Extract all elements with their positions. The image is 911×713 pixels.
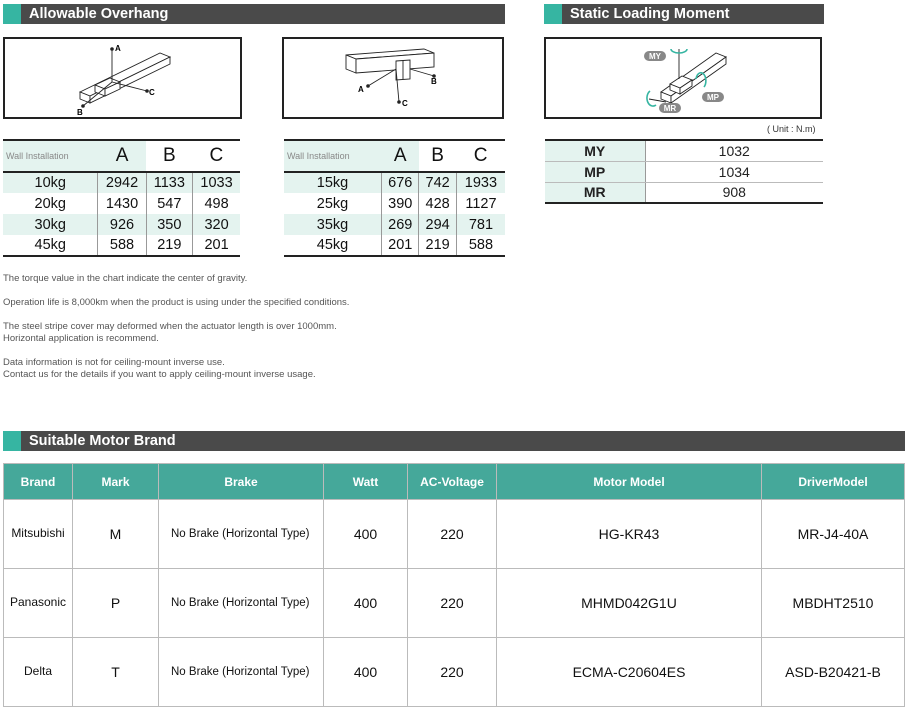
- driver-model-cell: ASD-B20421-B: [762, 638, 905, 707]
- brake-cell: No Brake (Horizontal Type): [159, 500, 324, 569]
- table-row: [3, 193, 240, 214]
- table-header-row: [3, 140, 240, 172]
- voltage-cell: 220: [408, 569, 497, 638]
- note-operation-life: Operation life is 8,000km when the product is using under the specified conditions.: [3, 297, 350, 308]
- value-cell: 676: [382, 172, 419, 193]
- overhang-table-2: [284, 139, 505, 257]
- table-row: [284, 214, 505, 235]
- mark-cell: T: [73, 638, 159, 707]
- value-cell: 1430: [98, 193, 146, 214]
- value-cell: 201: [382, 235, 419, 256]
- header-wall-installation: Wall Installation: [3, 140, 98, 172]
- moment-value: 908: [645, 182, 823, 203]
- mark-cell: P: [73, 569, 159, 638]
- section-accent: [3, 431, 21, 451]
- label-b: B: [431, 77, 437, 86]
- note-gravity: The torque value in the chart indicate the center of gravity.: [3, 273, 248, 284]
- note-steel-cover: The steel stripe cover may deformed when the actuator length is over 1000mm.: [3, 321, 337, 332]
- table-row: [545, 182, 823, 203]
- overhang-diagram-2: [282, 37, 504, 119]
- motor-model-cell: HG-KR43: [497, 500, 762, 569]
- table-header-row: [284, 140, 505, 172]
- value-cell: 219: [419, 235, 456, 256]
- overhang-diagram-1: [3, 37, 242, 119]
- label-a: A: [115, 44, 121, 53]
- value-cell: 588: [98, 235, 146, 256]
- value-cell: 588: [456, 235, 505, 256]
- label-c: C: [149, 88, 155, 97]
- table-row: [545, 140, 823, 161]
- static-moment-diagram: [544, 37, 822, 119]
- table-row: [3, 172, 240, 193]
- static-moment-title: Static Loading Moment: [570, 6, 730, 22]
- load-cell: 45kg: [284, 235, 382, 256]
- motor-table: [3, 463, 905, 707]
- label-a: A: [358, 85, 364, 94]
- header-wall-installation: Wall Installation: [284, 140, 382, 172]
- header-motor-model: Motor Model: [497, 464, 762, 500]
- value-cell: 269: [382, 214, 419, 235]
- value-cell: 219: [146, 235, 193, 256]
- section-accent: [3, 4, 21, 24]
- moment-label: MR: [545, 182, 645, 203]
- load-cell: 45kg: [3, 235, 98, 256]
- value-cell: 498: [193, 193, 240, 214]
- header-brand: Brand: [4, 464, 73, 500]
- value-cell: 781: [456, 214, 505, 235]
- value-cell: 201: [193, 235, 240, 256]
- value-cell: 320: [193, 214, 240, 235]
- table-header-row: [4, 464, 905, 500]
- voltage-cell: 220: [408, 500, 497, 569]
- load-cell: 25kg: [284, 193, 382, 214]
- motor-section-bar: [3, 431, 905, 451]
- section-accent: [544, 4, 562, 24]
- load-cell: 35kg: [284, 214, 382, 235]
- note-horizontal: Horizontal application is recommend.: [3, 333, 159, 344]
- header-watt: Watt: [324, 464, 408, 500]
- watt-cell: 400: [324, 569, 408, 638]
- brake-cell: No Brake (Horizontal Type): [159, 569, 324, 638]
- label-my: MY: [649, 52, 661, 61]
- value-cell: 1133: [146, 172, 193, 193]
- header-driver-model: DriverModel: [762, 464, 905, 500]
- watt-cell: 400: [324, 500, 408, 569]
- mark-cell: M: [73, 500, 159, 569]
- moment-value: 1032: [645, 140, 823, 161]
- value-cell: 350: [146, 214, 193, 235]
- motor-title: Suitable Motor Brand: [29, 433, 176, 449]
- actuator-diagram-1: [5, 39, 240, 117]
- table-row: [4, 638, 905, 707]
- table-row: [4, 569, 905, 638]
- moment-diagram: [546, 39, 820, 117]
- label-mr: MR: [663, 104, 677, 113]
- label-mp: MP: [707, 93, 719, 102]
- value-cell: 428: [419, 193, 456, 214]
- overhang-title: Allowable Overhang: [29, 6, 169, 22]
- value-cell: 2942: [98, 172, 146, 193]
- load-cell: 30kg: [3, 214, 98, 235]
- brand-cell: Mitsubishi: [4, 500, 73, 569]
- voltage-cell: 220: [408, 638, 497, 707]
- actuator-diagram-2: [284, 39, 502, 117]
- header-c: C: [456, 140, 505, 172]
- unit-label: ( Unit : N.m): [767, 124, 816, 134]
- table-row: [3, 235, 240, 256]
- brake-cell: No Brake (Horizontal Type): [159, 638, 324, 707]
- note-ceiling: Data information is not for ceiling-mount inverse use.: [3, 357, 225, 368]
- value-cell: 1933: [456, 172, 505, 193]
- motor-model-cell: MHMD042G1U: [497, 569, 762, 638]
- value-cell: 1033: [193, 172, 240, 193]
- value-cell: 1127: [456, 193, 505, 214]
- note-contact: Contact us for the details if you want to apply ceiling-mount inverse usage.: [3, 369, 316, 380]
- static-moment-table: [545, 139, 823, 204]
- header-a: A: [382, 140, 419, 172]
- driver-model-cell: MBDHT2510: [762, 569, 905, 638]
- value-cell: 926: [98, 214, 146, 235]
- label-b: B: [77, 108, 83, 117]
- header-c: C: [193, 140, 240, 172]
- header-a: A: [98, 140, 146, 172]
- header-mark: Mark: [73, 464, 159, 500]
- moment-value: 1034: [645, 161, 823, 182]
- motor-model-cell: ECMA-C20604ES: [497, 638, 762, 707]
- overhang-section-bar: [3, 4, 505, 24]
- moment-label: MY: [545, 140, 645, 161]
- table-row: [545, 161, 823, 182]
- value-cell: 390: [382, 193, 419, 214]
- driver-model-cell: MR-J4-40A: [762, 500, 905, 569]
- value-cell: 547: [146, 193, 193, 214]
- header-brake: Brake: [159, 464, 324, 500]
- table-row: [284, 193, 505, 214]
- load-cell: 10kg: [3, 172, 98, 193]
- static-moment-section-bar: [544, 4, 824, 24]
- moment-label: MP: [545, 161, 645, 182]
- overhang-table-1: [3, 139, 240, 257]
- brand-cell: Panasonic: [4, 569, 73, 638]
- header-b: B: [419, 140, 456, 172]
- header-b: B: [146, 140, 193, 172]
- load-cell: 20kg: [3, 193, 98, 214]
- load-cell: 15kg: [284, 172, 382, 193]
- table-row: [284, 235, 505, 256]
- table-row: [284, 172, 505, 193]
- table-row: [3, 214, 240, 235]
- watt-cell: 400: [324, 638, 408, 707]
- value-cell: 742: [419, 172, 456, 193]
- brand-cell: Delta: [4, 638, 73, 707]
- table-row: [4, 500, 905, 569]
- header-ac-voltage: AC-Voltage: [408, 464, 497, 500]
- value-cell: 294: [419, 214, 456, 235]
- label-c: C: [402, 99, 408, 108]
